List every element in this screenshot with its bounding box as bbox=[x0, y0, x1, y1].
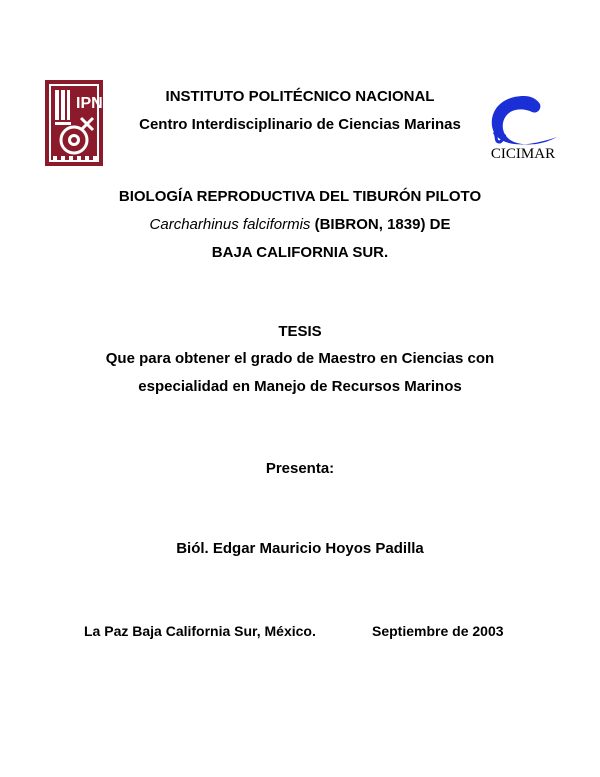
degree-line2: especialidad en Manejo de Recursos Marinos bbox=[138, 378, 462, 395]
ipn-logo-text: IPN bbox=[76, 95, 103, 112]
footer-place: La Paz Baja California Sur, México. bbox=[84, 623, 316, 639]
institution-name: INSTITUTO POLITÉCNICO NACIONAL bbox=[165, 88, 435, 105]
thesis-label: TESIS bbox=[278, 323, 322, 340]
author-name: Biól. Edgar Mauricio Hoyos Padilla bbox=[176, 540, 424, 557]
degree-line1: Que para obtener el grado de Maestro en Ciencias con bbox=[105, 350, 495, 367]
thesis-title-line3: BAJA CALIFORNIA SUR. bbox=[211, 244, 389, 261]
species-authority: (BIBRON, 1839) DE bbox=[310, 216, 451, 233]
thesis-title-line2 bbox=[0, 216, 600, 234]
thesis-title-line1: BIOLOGÍA REPRODUCTIVA DEL TIBURÓN PILOTO bbox=[118, 188, 482, 205]
cicimar-logo-text: CICIMAR bbox=[490, 146, 556, 162]
center-name: Centro Interdisciplinario de Ciencias Marinas bbox=[139, 116, 461, 133]
presenta-label: Presenta: bbox=[265, 460, 335, 477]
footer-date: Septiembre de 2003 bbox=[372, 623, 504, 639]
species-name: Carcharhinus falciformis bbox=[149, 216, 311, 233]
